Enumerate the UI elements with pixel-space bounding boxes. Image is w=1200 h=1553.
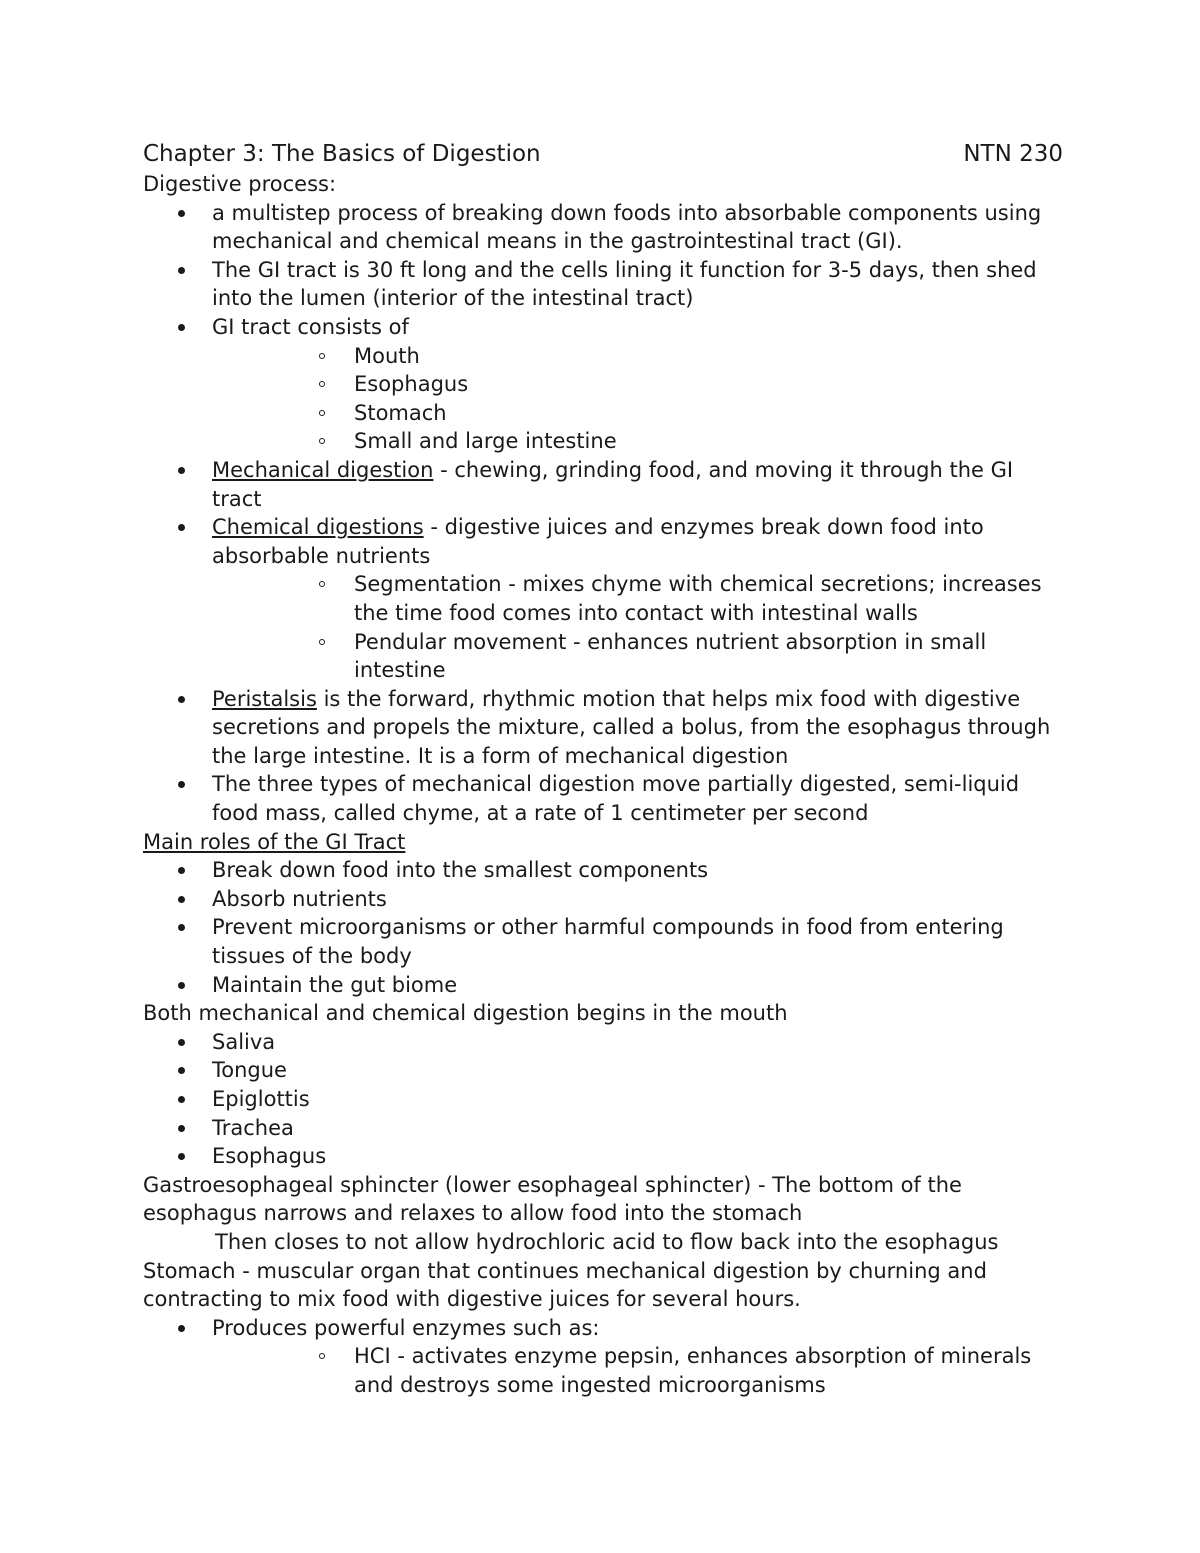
main-roles-heading: Main roles of the GI Tract — [143, 829, 406, 854]
list-item: Prevent microorganisms or other harmful compounds in food from entering tissues of the body — [143, 913, 1063, 970]
mouth-heading: Both mechanical and chemical digestion begins in the mouth — [143, 1001, 788, 1026]
list-item: a multistep process of breaking down foods into absorbable components using mechanical and chemical means in the gastrointestinal tract (GI). — [143, 199, 1063, 256]
list-item: Produces powerful enzymes such as: HCI - activates enzyme pepsin, enhances absorption of minerals and destroys some ingested microorganisms — [143, 1314, 1063, 1400]
mouth-list — [143, 1028, 1063, 1171]
list-item: Trachea — [143, 1114, 1063, 1143]
list-item: Epiglottis — [143, 1085, 1063, 1114]
list-item: The GI tract is 30 ft long and the cells lining it function for 3-5 days, then shed into the lumen (interior of the intestinal tract) — [143, 256, 1063, 313]
digestive-process-list — [143, 199, 1063, 828]
chemical-sub-list — [281, 570, 1063, 684]
list-item: Break down food into the smallest components — [143, 856, 1063, 885]
main-roles-list — [143, 856, 1063, 999]
stomach-paragraph: Stomach - muscular organ that continues mechanical digestion by churning and contracting to mix food with digestive juices for several hours. — [143, 1258, 987, 1312]
peristalsis-term: Peristalsis — [212, 686, 317, 711]
list-item: GI tract consists of Mouth Esophagus Stomach Small and large intestine — [143, 313, 1063, 456]
digestive-process-heading: Digestive process: — [143, 172, 337, 196]
sub-list-item: Esophagus — [212, 370, 1063, 399]
list-item: Saliva — [143, 1028, 1063, 1057]
title-row — [143, 138, 1063, 170]
sub-list-item: Stomach — [212, 399, 1063, 428]
sphincter-indented: Then closes to not allow hydrochloric acid to flow back into the esophagus — [215, 1229, 999, 1254]
sphincter-paragraph: Gastroesophageal sphincter (lower esophageal sphincter) - The bottom of the esophagus narrows and relaxes to allow food into the stomach — [143, 1172, 962, 1226]
list-item: Mechanical digestion - chewing, grinding food, and moving it through the GI tract — [143, 456, 1063, 513]
gi-parts-list — [281, 342, 1063, 456]
enzymes-sub-list — [281, 1342, 1063, 1399]
sub-list-item: Pendular movement - enhances nutrient absorption in small intestine — [212, 628, 1063, 685]
course-code: NTN 230 — [963, 141, 1063, 167]
list-item: The three types of mechanical digestion move partially digested, semi-liquid food mass, called chyme, at a rate of 1 centimeter per second — [143, 770, 1063, 827]
sub-list-item: HCI - activates enzyme pepsin, enhances absorption of minerals and destroys some ingested microorganisms — [212, 1342, 1063, 1399]
list-item: Maintain the gut biome — [143, 971, 1063, 1000]
list-item: Absorb nutrients — [143, 885, 1063, 914]
list-item: Tongue — [143, 1056, 1063, 1085]
document-page — [143, 138, 1063, 1400]
sub-list-item: Mouth — [212, 342, 1063, 371]
mechanical-term: Mechanical digestion — [212, 457, 434, 482]
list-item: Chemical digestions - digestive juices and enzymes break down food into absorbable nutrients Segmentation - mixes chyme with chemical secretions; increases the time food comes into contact with intestinal walls Pendular movement - enhances nutrient absorption in small intestine — [143, 513, 1063, 685]
sub-list-item: Segmentation - mixes chyme with chemical secretions; increases the time food comes into contact with intestinal walls — [212, 570, 1063, 627]
stomach-list — [143, 1314, 1063, 1400]
list-item: Esophagus — [143, 1142, 1063, 1171]
sub-list-item: Small and large intestine — [212, 427, 1063, 456]
chemical-term: Chemical digestions — [212, 515, 424, 540]
page-title: Chapter 3: The Basics of Digestion — [143, 141, 541, 167]
list-item: Peristalsis is the forward, rhythmic motion that helps mix food with digestive secretions and propels the mixture, called a bolus, from the esophagus through the large intestine. It is a form of mechanical digestion — [143, 685, 1063, 771]
